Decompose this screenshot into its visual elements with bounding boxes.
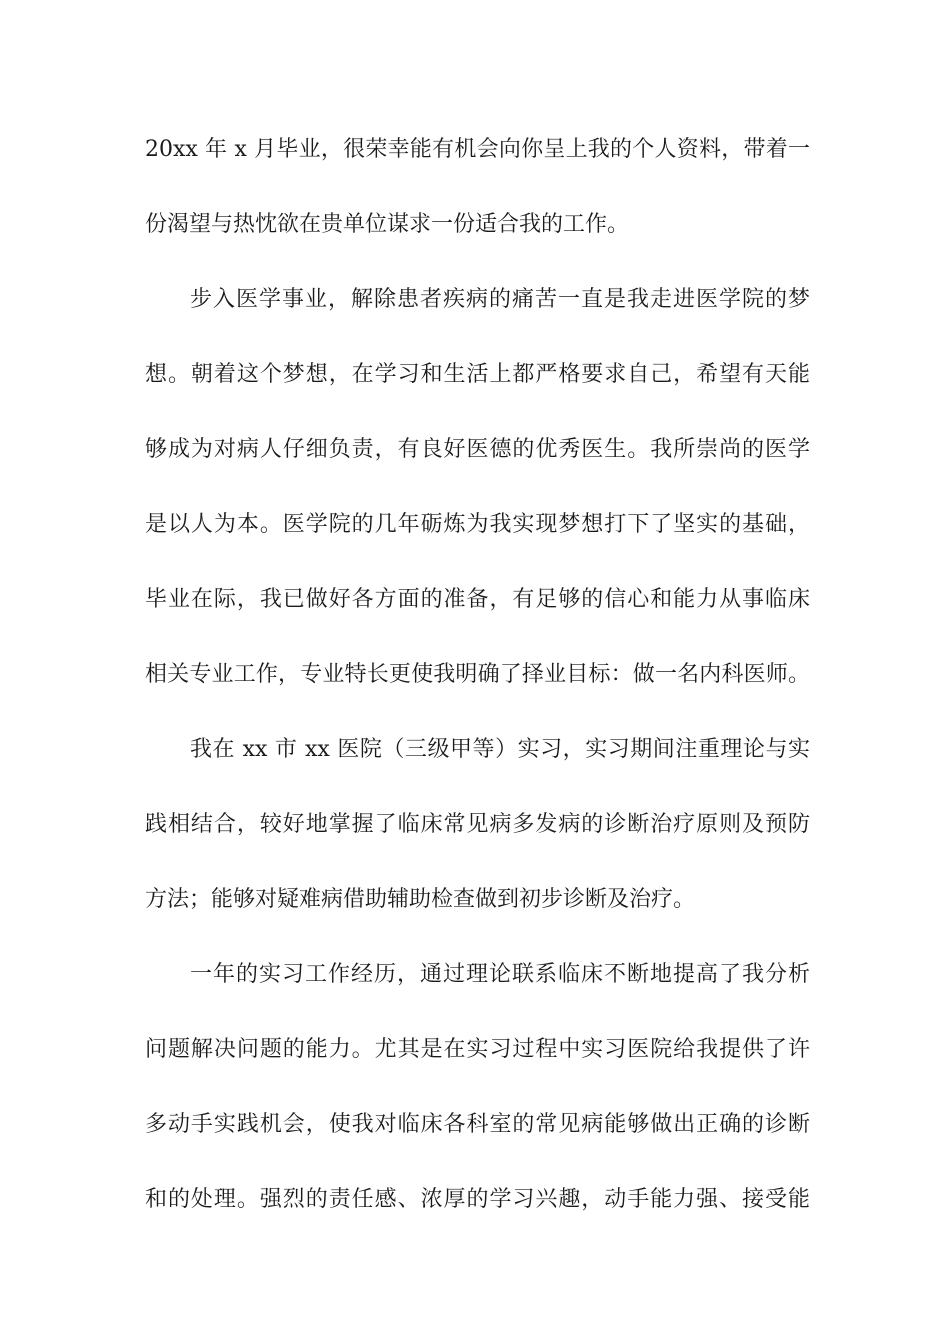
text-line: 践相结合，较好地掌握了临床常见病多发病的诊断治疗原则及预防 (145, 812, 810, 837)
text-line: 份渴望与热忱欲在贵单位谋求一份适合我的工作。 (145, 212, 630, 237)
paragraph-first-line: 我在 xx 市 xx 医院（三级甲等）实习，实习期间注重理论与实 (190, 737, 810, 762)
text-line: 相关专业工作，专业特长更使我明确了择业目标：做一名内科医师。 (145, 662, 810, 687)
text-line: 多动手实践机会，使我对临床各科室的常见病能够做出正确的诊断 (145, 1112, 810, 1137)
text-line: 毕业在际，我已做好各方面的准备，有足够的信心和能力从事临床 (145, 587, 810, 612)
text-line: 方法；能够对疑难病借助辅助检查做到初步诊断及治疗。 (145, 887, 696, 912)
text-line: 是以人为本。医学院的几年砺炼为我实现梦想打下了坚实的基础， (145, 512, 810, 537)
paragraph-first-line: 一年的实习工作经历，通过理论联系临床不断地提高了我分析 (190, 962, 810, 987)
text-line: 和的处理。强烈的责任感、浓厚的学习兴趣，动手能力强、接受能 (145, 1187, 810, 1212)
text-line: 20xx 年 x 月毕业，很荣幸能有机会向你呈上我的个人资料，带着一 (145, 137, 810, 162)
text-line: 想。朝着这个梦想，在学习和生活上都严格要求自己，希望有天能 (145, 362, 810, 387)
text-line: 够成为对病人仔细负责，有良好医德的优秀医生。我所崇尚的医学 (145, 437, 810, 462)
paragraph-first-line: 步入医学事业，解除患者疾病的痛苦一直是我走进医学院的梦 (190, 287, 810, 312)
text-line: 问题解决问题的能力。尤其是在实习过程中实习医院给我提供了许 (145, 1037, 810, 1062)
